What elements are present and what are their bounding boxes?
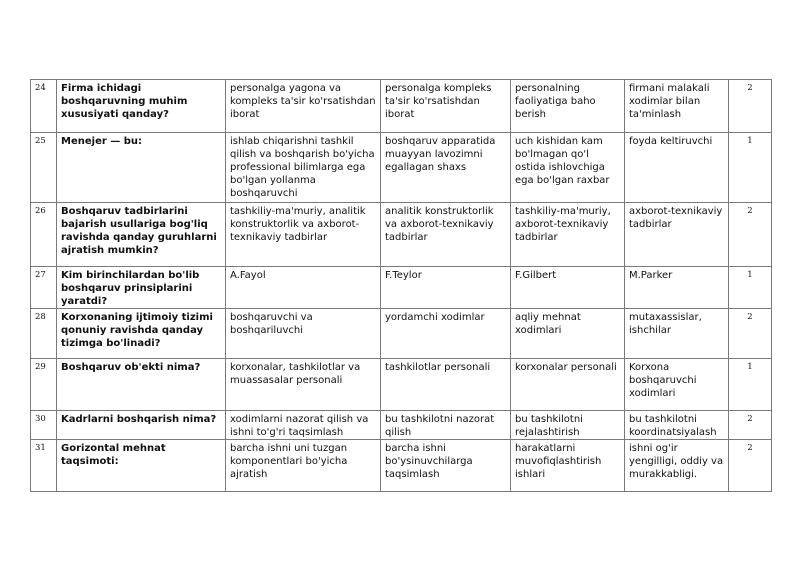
table-row [31,203,772,267]
option-c: harakatlarni muvofiqlashtirish ishlari [511,440,625,492]
correct-answer: 2 [729,309,772,359]
option-c: bu tashkilotni rejalashtirish [511,411,625,440]
option-a: A.Fayol [226,267,381,309]
option-d: ishni og'ir yengilligi, oddiy va murakkabligi. [625,440,729,492]
option-c: uch kishidan kam bo'lmagan qo'l ostida ishlovchiga ega bo'lgan raxbar [511,133,625,203]
table-row [31,411,772,440]
option-d: bu tashkilotni koordinatsiyalash [625,411,729,440]
option-b: tashkilotlar personali [381,359,511,411]
question-number: 29 [31,359,57,411]
question-text: Kadrlarni boshqarish nima? [57,411,226,440]
correct-answer: 2 [729,440,772,492]
option-b: bu tashkilotni nazorat qilish [381,411,511,440]
option-d: M.Parker [625,267,729,309]
option-c: personalning faoliyatiga baho berish [511,80,625,133]
option-b: yordamchi xodimlar [381,309,511,359]
question-text: Menejer — bu: [57,133,226,203]
question-number: 27 [31,267,57,309]
correct-answer: 1 [729,359,772,411]
table-row [31,440,772,492]
question-number: 24 [31,80,57,133]
option-a: korxonalar, tashkilotlar va muassasalar personali [226,359,381,411]
table-row [31,309,772,359]
table-row [31,133,772,203]
option-b: boshqaruv apparatida muayyan lavozimni egallagan shaxs [381,133,511,203]
option-a: tashkiliy-ma'muriy, analitik konstruktorlik va axborot-texnikaviy tadbirlar [226,203,381,267]
question-text: Boshqaruv ob'ekti nima? [57,359,226,411]
question-text: Kim birinchilardan bo'lib boshqaruv prinsiplarini yaratdi? [57,267,226,309]
question-number: 25 [31,133,57,203]
option-b: barcha ishni bo'ysinuvchilarga taqsimlash [381,440,511,492]
option-c: aqliy mehnat xodimlari [511,309,625,359]
correct-answer: 2 [729,80,772,133]
option-a: boshqaruvchi va boshqariluvchi [226,309,381,359]
correct-answer: 2 [729,411,772,440]
question-number: 26 [31,203,57,267]
question-number: 30 [31,411,57,440]
option-a: xodimlarni nazorat qilish va ishni to'g'ri taqsimlash [226,411,381,440]
option-c: korxonalar personali [511,359,625,411]
option-b: F.Teylor [381,267,511,309]
option-c: F.Gilbert [511,267,625,309]
option-a: ishlab chiqarishni tashkil qilish va boshqarish bo'yicha professional bilimlarga ega bo'lgan yollanma boshqaruvchi [226,133,381,203]
option-d: foyda keltiruvchi [625,133,729,203]
table-row [31,359,772,411]
option-d: firmani malakali xodimlar bilan ta'minlash [625,80,729,133]
table-row [31,267,772,309]
question-text: Firma ichidagi boshqaruvning muhim xususiyati qanday? [57,80,226,133]
option-b: personalga kompleks ta'sir ko'rsatishdan iborat [381,80,511,133]
correct-answer: 1 [729,267,772,309]
correct-answer: 1 [729,133,772,203]
option-d: mutaxassislar, ishchilar [625,309,729,359]
question-text: Boshqaruv tadbirlarini bajarish usullariga bog'liq ravishda qanday guruhlarni ajratish mumkin? [57,203,226,267]
correct-answer: 2 [729,203,772,267]
option-d: Korxona boshqaruvchi xodimlari [625,359,729,411]
option-a: personalga yagona va kompleks ta'sir ko'rsatishdan iborat [226,80,381,133]
question-number: 31 [31,440,57,492]
option-c: tashkiliy-ma'muriy, axborot-texnikaviy tadbirlar [511,203,625,267]
quiz-table [30,79,772,492]
question-text: Korxonaning ijtimoiy tizimi qonuniy ravishda qanday tizimga bo'linadi? [57,309,226,359]
option-d: axborot-texnikaviy tadbirlar [625,203,729,267]
option-b: analitik konstruktorlik va axborot-texnikaviy tadbirlar [381,203,511,267]
option-a: barcha ishni uni tuzgan komponentlari bo'yicha ajratish [226,440,381,492]
question-text: Gorizontal mehnat taqsimoti: [57,440,226,492]
question-number: 28 [31,309,57,359]
table-row [31,80,772,133]
